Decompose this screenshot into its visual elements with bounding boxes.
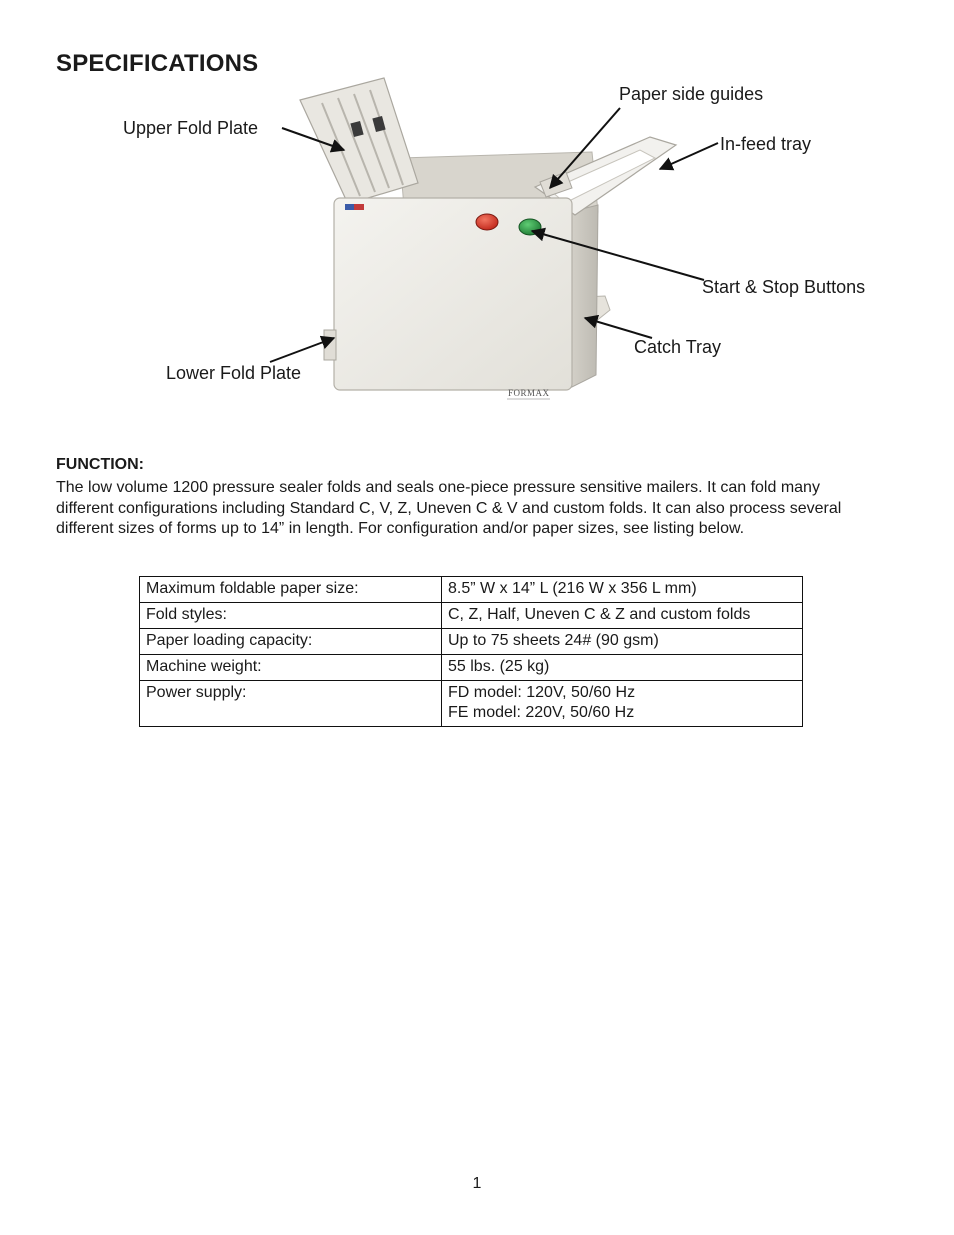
lower-fold-plate-shape xyxy=(324,330,336,360)
callout-catch-tray: Catch Tray xyxy=(634,337,722,357)
function-line: different sizes of forms up to 14” in length. For configuration and/or paper sizes, see listing below. xyxy=(56,520,745,537)
machine-figure xyxy=(0,0,954,460)
brand-logo: FORMAX xyxy=(508,388,550,398)
function-heading: FUNCTION: xyxy=(56,456,144,473)
callout-in-feed-tray: In-feed tray xyxy=(720,134,812,154)
callout-paper-side-guides: Paper side guides xyxy=(619,84,764,104)
spec-label: Maximum foldable paper size: xyxy=(140,577,442,603)
page-number: 1 xyxy=(472,1175,482,1192)
table-row xyxy=(140,655,803,681)
spec-label: Fold styles: xyxy=(140,603,442,629)
spec-value: 8.5” W x 14” L (216 W x 356 L mm) xyxy=(442,577,803,603)
table-row xyxy=(140,603,803,629)
spec-value: Up to 75 sheets 24# (90 gsm) xyxy=(442,629,803,655)
function-line: The low volume 1200 pressure sealer folds and seals one-piece pressure sensitive mailers. It can fold many xyxy=(56,479,820,496)
table-row xyxy=(140,577,803,603)
spec-value xyxy=(442,681,803,727)
spec-label: Power supply: xyxy=(140,681,442,727)
spec-label: Machine weight: xyxy=(140,655,442,681)
spec-value-line: FE model: 220V, 50/60 Hz xyxy=(448,704,635,721)
function-description xyxy=(56,478,916,540)
spec-value: 55 lbs. (25 kg) xyxy=(442,655,803,681)
table-row xyxy=(140,681,803,727)
callout-start-stop-buttons: Start & Stop Buttons xyxy=(702,277,866,297)
table-row xyxy=(140,629,803,655)
callout-lower-fold-plate: Lower Fold Plate xyxy=(166,363,302,383)
spec-value-line: FD model: 120V, 50/60 Hz xyxy=(448,684,636,701)
function-line: different configurations including Standard C, V, Z, Uneven C & V and custom folds. It can also process several xyxy=(56,499,842,517)
stop-button-shape xyxy=(476,214,498,230)
spec-value: C, Z, Half, Uneven C & Z and custom folds xyxy=(442,603,803,629)
page-title: SPECIFICATIONS xyxy=(56,50,259,77)
spec-label: Paper loading capacity: xyxy=(140,629,442,655)
callout-upper-fold-plate: Upper Fold Plate xyxy=(123,118,259,138)
specifications-table xyxy=(139,576,803,727)
folder-machine-illustration xyxy=(300,78,676,399)
